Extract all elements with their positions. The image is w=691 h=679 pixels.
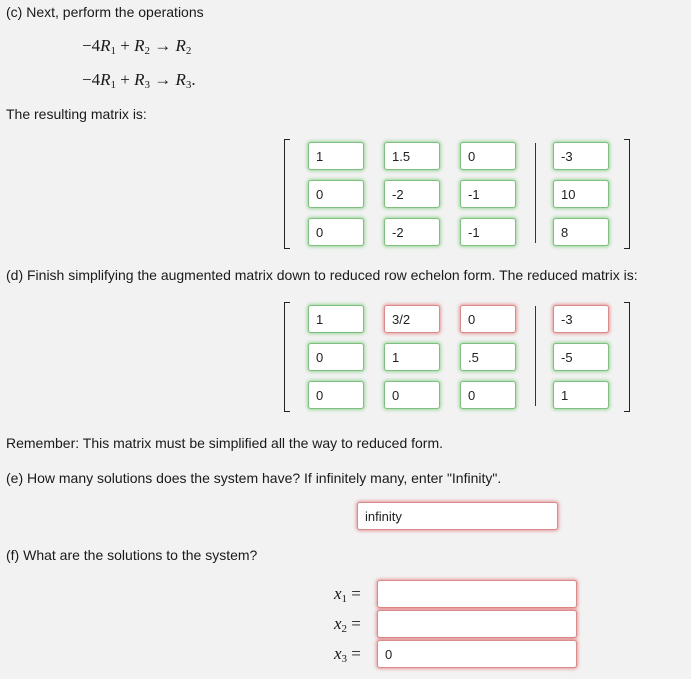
matrix-d-cell-r3c4[interactable] [553, 381, 609, 409]
x1-input[interactable] [377, 580, 577, 608]
x2-sub: 2 [341, 623, 348, 635]
op1-plus: + [120, 36, 130, 55]
matrix-d-cell-r2c3[interactable] [460, 343, 516, 371]
matrix-d-cell-r3c1[interactable] [308, 381, 364, 409]
x3-sub: 3 [341, 653, 348, 665]
op2-arrow: → [154, 70, 172, 89]
matrix-c-cell-r1c2[interactable] [384, 142, 440, 170]
x2-eq: = [351, 614, 361, 633]
matrix-c-cell-r2c4[interactable] [553, 180, 609, 208]
matrix-c-cell-r2c2[interactable] [384, 180, 440, 208]
op2-coef: −4 [82, 70, 101, 89]
row-operation-1 [82, 36, 191, 57]
matrix-d-cell-r1c3[interactable] [460, 305, 516, 333]
x1-label [334, 584, 361, 605]
op2-r2: R [134, 70, 145, 89]
x2-input[interactable] [377, 610, 577, 638]
op1-coef: −4 [82, 36, 101, 55]
matrix-d-cell-r1c2[interactable] [384, 305, 440, 333]
part-f-prompt: (f) What are the solutions to the system? [6, 547, 258, 563]
solution-count-input[interactable] [357, 502, 558, 530]
matrix-d-cell-r1c4[interactable] [553, 305, 609, 333]
matrix-d-cell-r2c2[interactable] [384, 343, 440, 371]
matrix-c-cell-r1c4[interactable] [553, 142, 609, 170]
op2-plus: + [120, 70, 130, 89]
matrix-c-left-bracket [284, 139, 290, 249]
matrix-c-cell-r3c3[interactable] [460, 218, 516, 246]
matrix-d-cell-r2c1[interactable] [308, 343, 364, 371]
matrix-c-cell-r2c1[interactable] [308, 180, 364, 208]
op2-end: . [191, 70, 196, 89]
matrix-c-cell-r3c4[interactable] [553, 218, 609, 246]
resulting-matrix-label: The resulting matrix is: [6, 106, 147, 122]
matrix-d-cell-r3c3[interactable] [460, 381, 516, 409]
reminder-text: Remember: This matrix must be simplified all the way to reduced form. [6, 435, 444, 451]
matrix-c-right-bracket [624, 139, 630, 249]
part-e-prompt: (e) How many solutions does the system have? If infinitely many, enter "Infinity". [6, 470, 502, 486]
matrix-c-cell-r1c1[interactable] [308, 142, 364, 170]
part-d-prompt: (d) Finish simplifying the augmented matrix down to reduced row echelon form. The reduced matrix is: [6, 267, 638, 283]
op2-r1: R [100, 70, 111, 89]
op1-arrow: → [154, 36, 172, 55]
x3-eq: = [351, 644, 361, 663]
matrix-c-cell-r1c3[interactable] [460, 142, 516, 170]
op1-r1-sub: 1 [110, 45, 116, 57]
x2-label [334, 614, 361, 635]
matrix-d-cell-r2c4[interactable] [553, 343, 609, 371]
matrix-c-cell-r3c1[interactable] [308, 218, 364, 246]
matrix-d-cell-r1c1[interactable] [308, 305, 364, 333]
op2-res: R [175, 70, 186, 89]
op1-res: R [175, 36, 186, 55]
x3-label [334, 644, 361, 665]
x1-eq: = [351, 584, 361, 603]
matrix-d-left-bracket [284, 302, 290, 412]
op2-r1-sub: 1 [110, 79, 116, 91]
x3-var: x [334, 644, 342, 663]
matrix-c-cell-r2c3[interactable] [460, 180, 516, 208]
matrix-d-cell-r3c2[interactable] [384, 381, 440, 409]
op2-res-sub: 3 [185, 79, 192, 91]
op1-r2-sub: 2 [144, 45, 150, 57]
matrix-d-augment-bar [535, 306, 536, 406]
op1-r1: R [100, 36, 111, 55]
x2-var: x [334, 614, 342, 633]
x1-var: x [334, 584, 342, 603]
matrix-c-cell-r3c2[interactable] [384, 218, 440, 246]
op1-r2: R [134, 36, 145, 55]
matrix-d-right-bracket [624, 302, 630, 412]
x3-input[interactable] [377, 640, 577, 668]
op1-res-sub: 2 [185, 45, 192, 57]
x1-sub: 1 [341, 593, 348, 605]
part-c-intro: (c) Next, perform the operations [6, 4, 204, 20]
matrix-c-augment-bar [535, 143, 536, 243]
op2-r2-sub: 3 [144, 79, 150, 91]
row-operation-2 [82, 70, 196, 91]
